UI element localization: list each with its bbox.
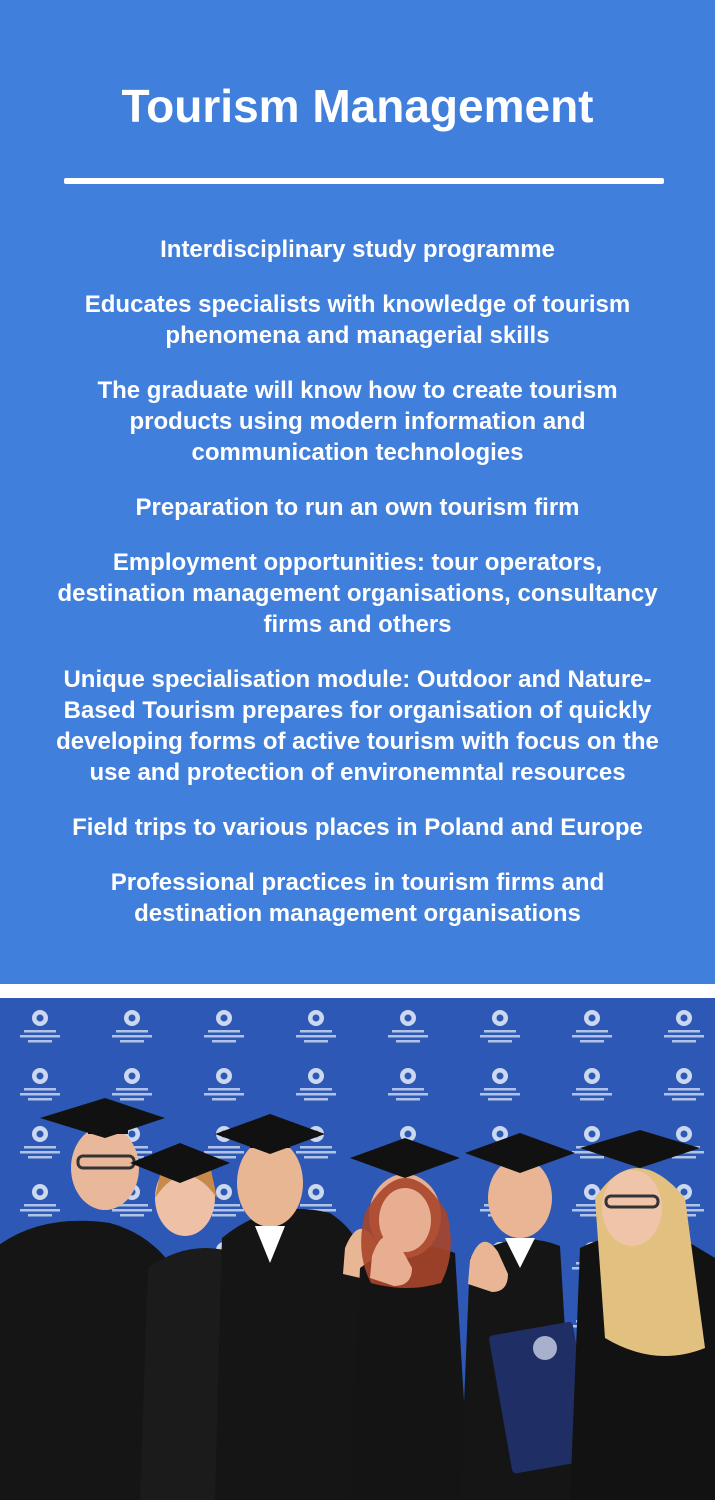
feature-item: Preparation to run an own tourism firm: [135, 494, 580, 521]
feature-item: Interdisciplinary study programme: [160, 236, 555, 263]
feature-item: Field trips to various places in Poland and Europe: [72, 814, 643, 841]
feature-item: Professional practices in tourism firms and destination management organisations: [110, 869, 605, 927]
title-divider: [64, 178, 664, 184]
feature-item: Unique specialisation module: Outdoor and Nature-Based Tourism prepares for organisation of quickly developing forms of active tourism with focus on the use and protection of environemntal resources: [56, 666, 659, 786]
feature-item: Educates specialists with knowledge of tourism phenomena and managerial skills: [84, 291, 631, 349]
page-title: Tourism Management: [121, 80, 594, 132]
feature-list: [50, 234, 665, 953]
graduates-illustration: [0, 998, 715, 1500]
feature-item: Employment opportunities: tour operators, destination management organisations, consultancy firms and others: [57, 549, 658, 638]
feature-item: The graduate will know how to create tourism products using modern information and communication technologies: [97, 377, 618, 466]
graduates-photo: [0, 998, 715, 1500]
